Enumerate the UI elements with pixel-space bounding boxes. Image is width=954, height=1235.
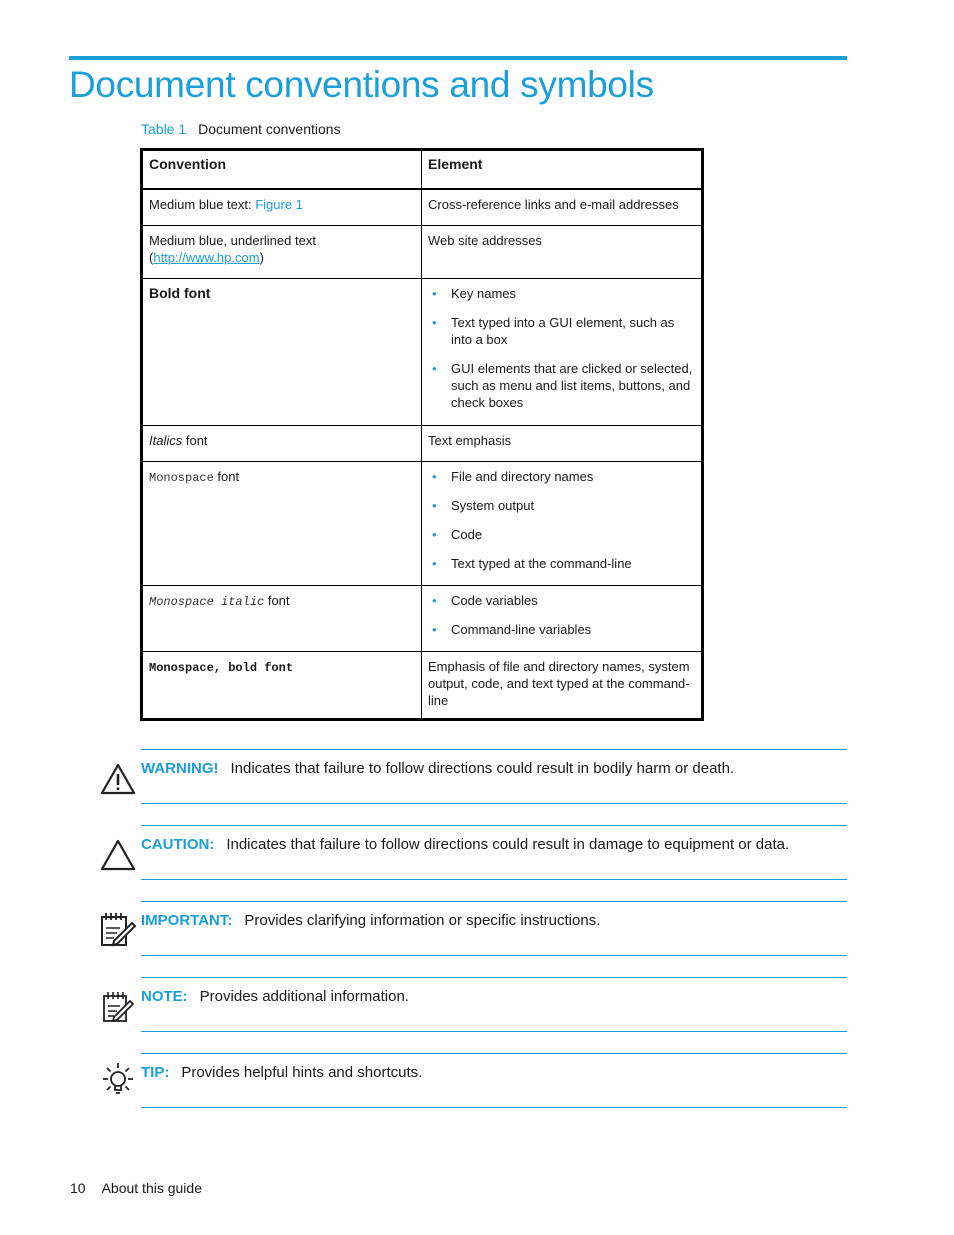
list-item: • GUI elements that are clicked or selected, such as menu and list items, buttons, and check boxes: [428, 360, 695, 411]
page-footer: [70, 1180, 202, 1196]
list-item: • Code: [428, 526, 695, 543]
notice-keyword: WARNING!: [141, 760, 219, 777]
notice-text: Provides clarifying information or specific instructions.: [244, 912, 601, 929]
warning-icon: [99, 760, 137, 798]
list-item: • Key names: [428, 285, 695, 302]
note-icon: [99, 988, 137, 1026]
element-list: [428, 285, 695, 411]
list-item: • Text typed at the command-line: [428, 555, 695, 572]
convention-cell: Medium blue, underlined text (http://www.hp.com): [142, 225, 422, 278]
table-row: [142, 225, 703, 278]
convention-cell: Italics font: [142, 425, 422, 461]
caution-notice: [141, 825, 847, 880]
convention-cell: Medium blue text: Figure 1: [142, 189, 422, 225]
page-title: Document conventions and symbols: [69, 64, 654, 105]
table-caption-text: Document conventions: [198, 121, 341, 137]
header-convention: Convention: [142, 150, 422, 190]
figure-link[interactable]: Figure 1: [255, 197, 303, 212]
website-link[interactable]: http://www.hp.com: [153, 249, 260, 265]
title-rule: [69, 56, 847, 60]
element-cell: Web site addresses: [422, 225, 703, 278]
table-row: [142, 651, 703, 719]
list-item: • System output: [428, 497, 695, 514]
table-row: [142, 461, 703, 585]
element-cell: Emphasis of file and directory names, system output, code, and text typed at the command-line: [422, 651, 703, 719]
notice-text: Provides helpful hints and shortcuts.: [181, 1064, 423, 1081]
table-row: [142, 278, 703, 425]
element-cell: [422, 585, 703, 651]
notice-keyword: NOTE:: [141, 988, 188, 1005]
element-cell: [422, 278, 703, 425]
footer-section: About this guide: [101, 1180, 202, 1196]
tip-icon: [99, 1061, 137, 1099]
conventions-table: [140, 148, 704, 721]
list-item: • File and directory names: [428, 468, 695, 485]
list-item: • Code variables: [428, 592, 695, 609]
element-cell: Text emphasis: [422, 425, 703, 461]
page-number: 10: [70, 1180, 86, 1196]
notice-keyword: TIP:: [141, 1064, 170, 1081]
notice-keyword: IMPORTANT:: [141, 912, 233, 929]
header-element: Element: [422, 150, 703, 190]
element-cell: Cross-reference links and e-mail addresses: [422, 189, 703, 225]
convention-cell: Monospace font: [142, 461, 422, 585]
table-row: [142, 585, 703, 651]
convention-cell: Monospace, bold font: [142, 651, 422, 719]
table-header-row: [142, 150, 703, 190]
notice-keyword: CAUTION:: [141, 836, 215, 853]
caution-icon: [99, 836, 137, 874]
list-item: • Command-line variables: [428, 621, 695, 638]
important-icon: [99, 910, 137, 948]
notice-text: Indicates that failure to follow directions could result in bodily harm or death.: [230, 760, 735, 777]
table-label: Table 1: [141, 121, 187, 137]
important-notice: [141, 901, 847, 956]
notice-text: Indicates that failure to follow directions could result in damage to equipment or data.: [226, 836, 790, 853]
list-item: • Text typed into a GUI element, such as into a box: [428, 314, 695, 348]
element-cell: [422, 461, 703, 585]
convention-cell: Monospace italic font: [142, 585, 422, 651]
convention-cell: Bold font: [142, 278, 422, 425]
note-notice: [141, 977, 847, 1032]
table-row: [142, 425, 703, 461]
element-list: [428, 592, 695, 638]
warning-notice: [141, 749, 847, 804]
tip-notice: [141, 1053, 847, 1108]
element-list: [428, 468, 695, 572]
notice-text: Provides additional information.: [199, 988, 409, 1005]
table-row: [142, 189, 703, 225]
table-caption: [141, 121, 341, 137]
